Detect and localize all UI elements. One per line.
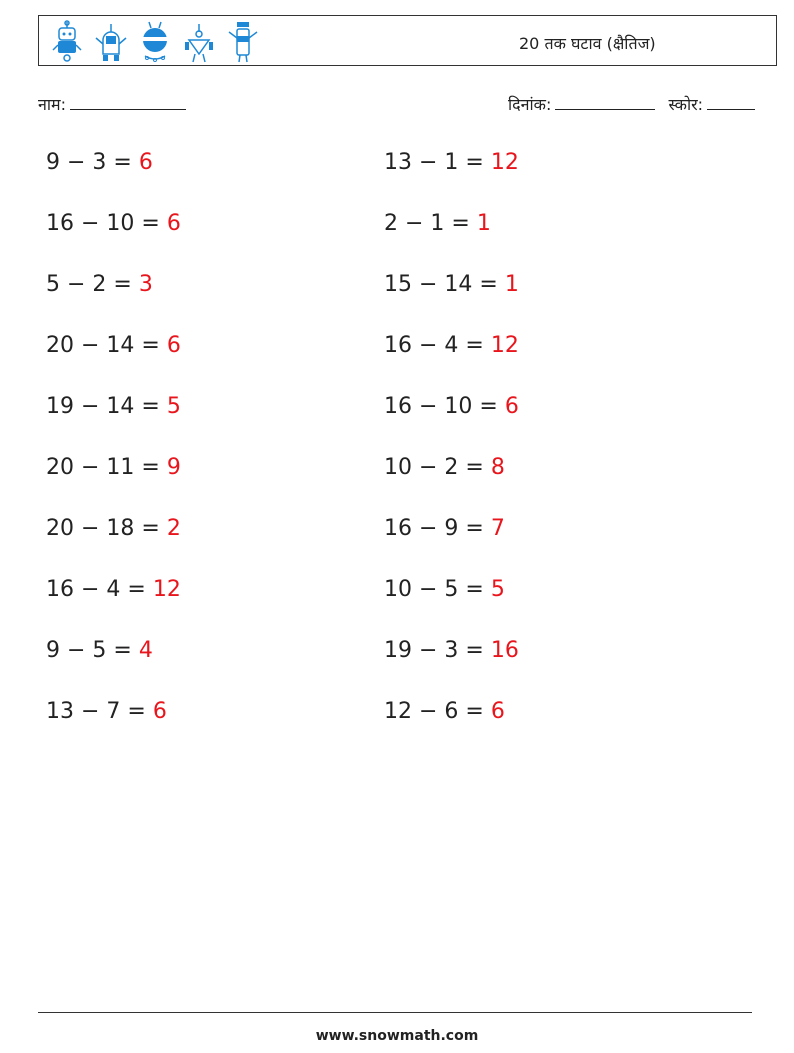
problem-answer: 12	[490, 333, 519, 358]
problem-question: 16 − 4 =	[46, 577, 153, 602]
problem-grid	[46, 145, 746, 755]
problem-answer: 12	[490, 150, 519, 175]
robot-4-icon	[181, 20, 217, 64]
footer-divider	[38, 1012, 752, 1013]
problem-item	[46, 267, 384, 328]
problem-item	[46, 511, 384, 572]
problem-question: 2 − 1 =	[384, 211, 477, 236]
problem-answer: 6	[504, 394, 519, 419]
score-blank[interactable]	[707, 95, 755, 110]
problem-item	[46, 389, 384, 450]
problem-question: 20 − 18 =	[46, 516, 167, 541]
problem-answer: 1	[504, 272, 519, 297]
problem-item	[46, 328, 384, 389]
date-score-fields	[508, 93, 755, 115]
robot-2-icon	[93, 20, 129, 64]
problem-answer: 8	[490, 455, 505, 480]
problem-item	[384, 633, 722, 694]
name-field	[38, 93, 186, 115]
problem-question: 10 − 5 =	[384, 577, 491, 602]
problem-question: 10 − 2 =	[384, 455, 491, 480]
problem-item	[46, 206, 384, 267]
problem-question: 12 − 6 =	[384, 699, 491, 724]
problem-answer: 7	[490, 516, 505, 541]
problem-answer: 5	[166, 394, 181, 419]
problem-question: 5 − 2 =	[46, 272, 139, 297]
problem-answer: 6	[490, 699, 505, 724]
problem-item	[384, 206, 722, 267]
problem-item	[46, 633, 384, 694]
problem-question: 20 − 11 =	[46, 455, 167, 480]
problem-item	[384, 145, 722, 206]
problem-question: 16 − 10 =	[46, 211, 167, 236]
problem-answer: 1	[476, 211, 491, 236]
problem-item	[384, 267, 722, 328]
score-label: स्कोर:	[668, 95, 704, 114]
problem-answer: 6	[166, 333, 181, 358]
problem-answer: 6	[166, 211, 181, 236]
problem-question: 13 − 1 =	[384, 150, 491, 175]
problem-answer: 16	[490, 638, 519, 663]
problem-item	[46, 572, 384, 633]
date-label: दिनांक:	[508, 95, 552, 114]
problem-question: 13 − 7 =	[46, 699, 153, 724]
problem-item	[46, 450, 384, 511]
problem-item	[384, 511, 722, 572]
name-blank[interactable]	[70, 95, 186, 110]
problem-item	[384, 450, 722, 511]
problem-item	[384, 328, 722, 389]
date-blank[interactable]	[555, 95, 655, 110]
problem-answer: 6	[138, 150, 153, 175]
worksheet-header	[38, 15, 777, 66]
robot-1-icon	[49, 20, 85, 64]
problem-question: 9 − 5 =	[46, 638, 139, 663]
robot-icons	[49, 20, 261, 64]
problem-question: 19 − 14 =	[46, 394, 167, 419]
problem-answer: 3	[138, 272, 153, 297]
problem-question: 19 − 3 =	[384, 638, 491, 663]
problem-answer: 5	[490, 577, 505, 602]
problem-answer: 2	[166, 516, 181, 541]
problem-item	[46, 694, 384, 755]
problem-item	[46, 145, 384, 206]
problem-answer: 12	[152, 577, 181, 602]
problem-question: 16 − 10 =	[384, 394, 505, 419]
problem-item	[384, 389, 722, 450]
problem-question: 16 − 4 =	[384, 333, 491, 358]
footer-url[interactable]: www.snowmath.com	[315, 1028, 479, 1044]
robot-3-icon	[137, 20, 173, 64]
worksheet-title: 20 तक घटाव (क्षैतिज)	[519, 34, 656, 53]
robot-5-icon	[225, 20, 261, 64]
problem-question: 16 − 9 =	[384, 516, 491, 541]
problem-answer: 9	[166, 455, 181, 480]
name-label: नाम:	[38, 95, 66, 114]
problem-item	[384, 694, 722, 755]
problem-question: 20 − 14 =	[46, 333, 167, 358]
problem-item	[384, 572, 722, 633]
problem-question: 9 − 3 =	[46, 150, 139, 175]
problem-question: 15 − 14 =	[384, 272, 505, 297]
problem-answer: 4	[138, 638, 153, 663]
problem-answer: 6	[152, 699, 167, 724]
